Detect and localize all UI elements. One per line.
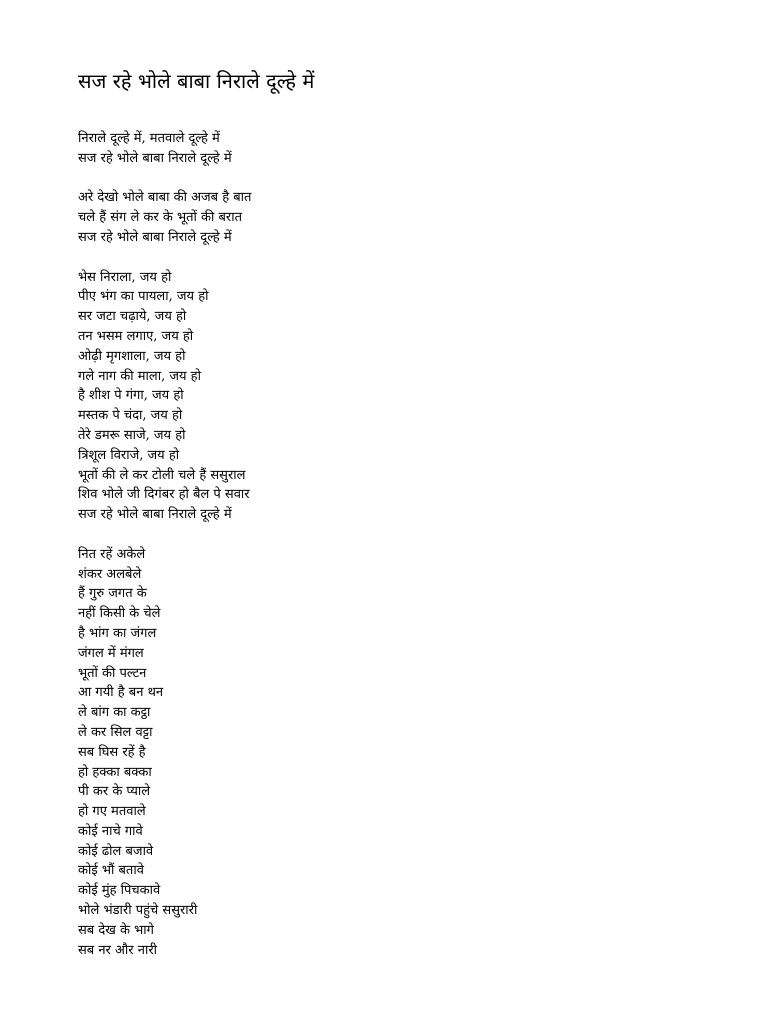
lyric-line: तन भसम लगाए, जय हो xyxy=(78,328,194,344)
lyric-line: भूतों की पल्टन xyxy=(78,665,147,681)
stanza xyxy=(78,268,718,525)
lyric-line: अरे देखो भोले बाबा की अजब है बात xyxy=(78,190,252,206)
stanza xyxy=(78,129,718,169)
lyric-line: नहीं किसी के चेले xyxy=(78,606,161,622)
lyric-line: कोई मुंह पिचकावे xyxy=(78,883,161,899)
page-title: सज रहे भोले बाबा निराले दूल्हे में xyxy=(78,69,315,93)
document-page xyxy=(78,68,718,980)
lyric-line: ओढ़ी मृगशाला, जय हो xyxy=(78,348,186,364)
lyric-line: पीए भंग का पायला, जय हो xyxy=(78,289,209,305)
lyric-line: गले नाग की माला, जय हो xyxy=(78,368,201,384)
lyric-line: हो गए मतवाले xyxy=(78,804,146,820)
lyric-line: भेस निराला, जय हो xyxy=(78,269,172,285)
lyric-line: मस्तक पे चंदा, जय हो xyxy=(78,408,183,424)
lyric-line: सज रहे भोले बाबा निराले दूल्हे में xyxy=(78,150,232,166)
lyric-line: चले हैं संग ले कर के भूतों की बरात xyxy=(78,210,243,226)
lyric-line: हैं गुरु जगत के xyxy=(78,586,147,602)
lyric-line: सर जटा चढ़ाये, जय हो xyxy=(78,309,187,325)
lyric-line: त्रिशूल विराजे, जय हो xyxy=(78,447,180,463)
lyric-line: ले कर सिल वट्टा xyxy=(78,724,153,740)
lyric-line: सज रहे भोले बाबा निराले दूल्हे में xyxy=(78,507,232,523)
lyric-line: निराले दूल्हे में, मतवाले दूल्हे में xyxy=(78,131,220,146)
lyric-line: ले बांग का कट्ठा xyxy=(78,705,151,721)
stanza xyxy=(78,188,718,247)
lyric-line: है शीश पे गंगा, जय हो xyxy=(78,388,184,404)
lyric-line: सब देख के भागे xyxy=(78,922,154,938)
lyric-line: हो हक्का बक्का xyxy=(78,764,152,780)
lyric-line: है भांग का जंगल xyxy=(78,625,157,641)
lyric-line: जंगल में मंगल xyxy=(78,645,144,661)
lyric-line: नित रहें अकेले xyxy=(78,546,146,562)
lyric-line: कोई नाचे गावे xyxy=(78,823,143,839)
lyric-line: भूतों की ले कर टोली चले हैं ससुराल xyxy=(78,467,246,483)
lyric-line: सब घिस रहें है xyxy=(78,744,146,760)
lyrics-body xyxy=(78,129,718,960)
lyric-line: पी कर के प्याले xyxy=(78,784,151,800)
lyric-line: शंकर अलबेले xyxy=(78,566,142,582)
lyric-line: सज रहे भोले बाबा निराले दूल्हे में xyxy=(78,229,232,245)
lyric-line: आ गयी है बन थन xyxy=(78,685,164,701)
lyric-line: तेरे डमरू साजे, जय हो xyxy=(78,427,186,443)
lyric-line: सब नर और नारी xyxy=(78,942,158,958)
lyric-line: कोई भौं बतावे xyxy=(78,863,144,879)
lyric-line: कोई ढोल बजावे xyxy=(78,843,154,859)
lyric-line: शिव भोले जी दिगंबर हो बैल पे सवार xyxy=(78,487,250,503)
lyric-line: भोले भंडारी पहुंचे ससुरारी xyxy=(78,903,198,919)
stanza xyxy=(78,545,718,961)
